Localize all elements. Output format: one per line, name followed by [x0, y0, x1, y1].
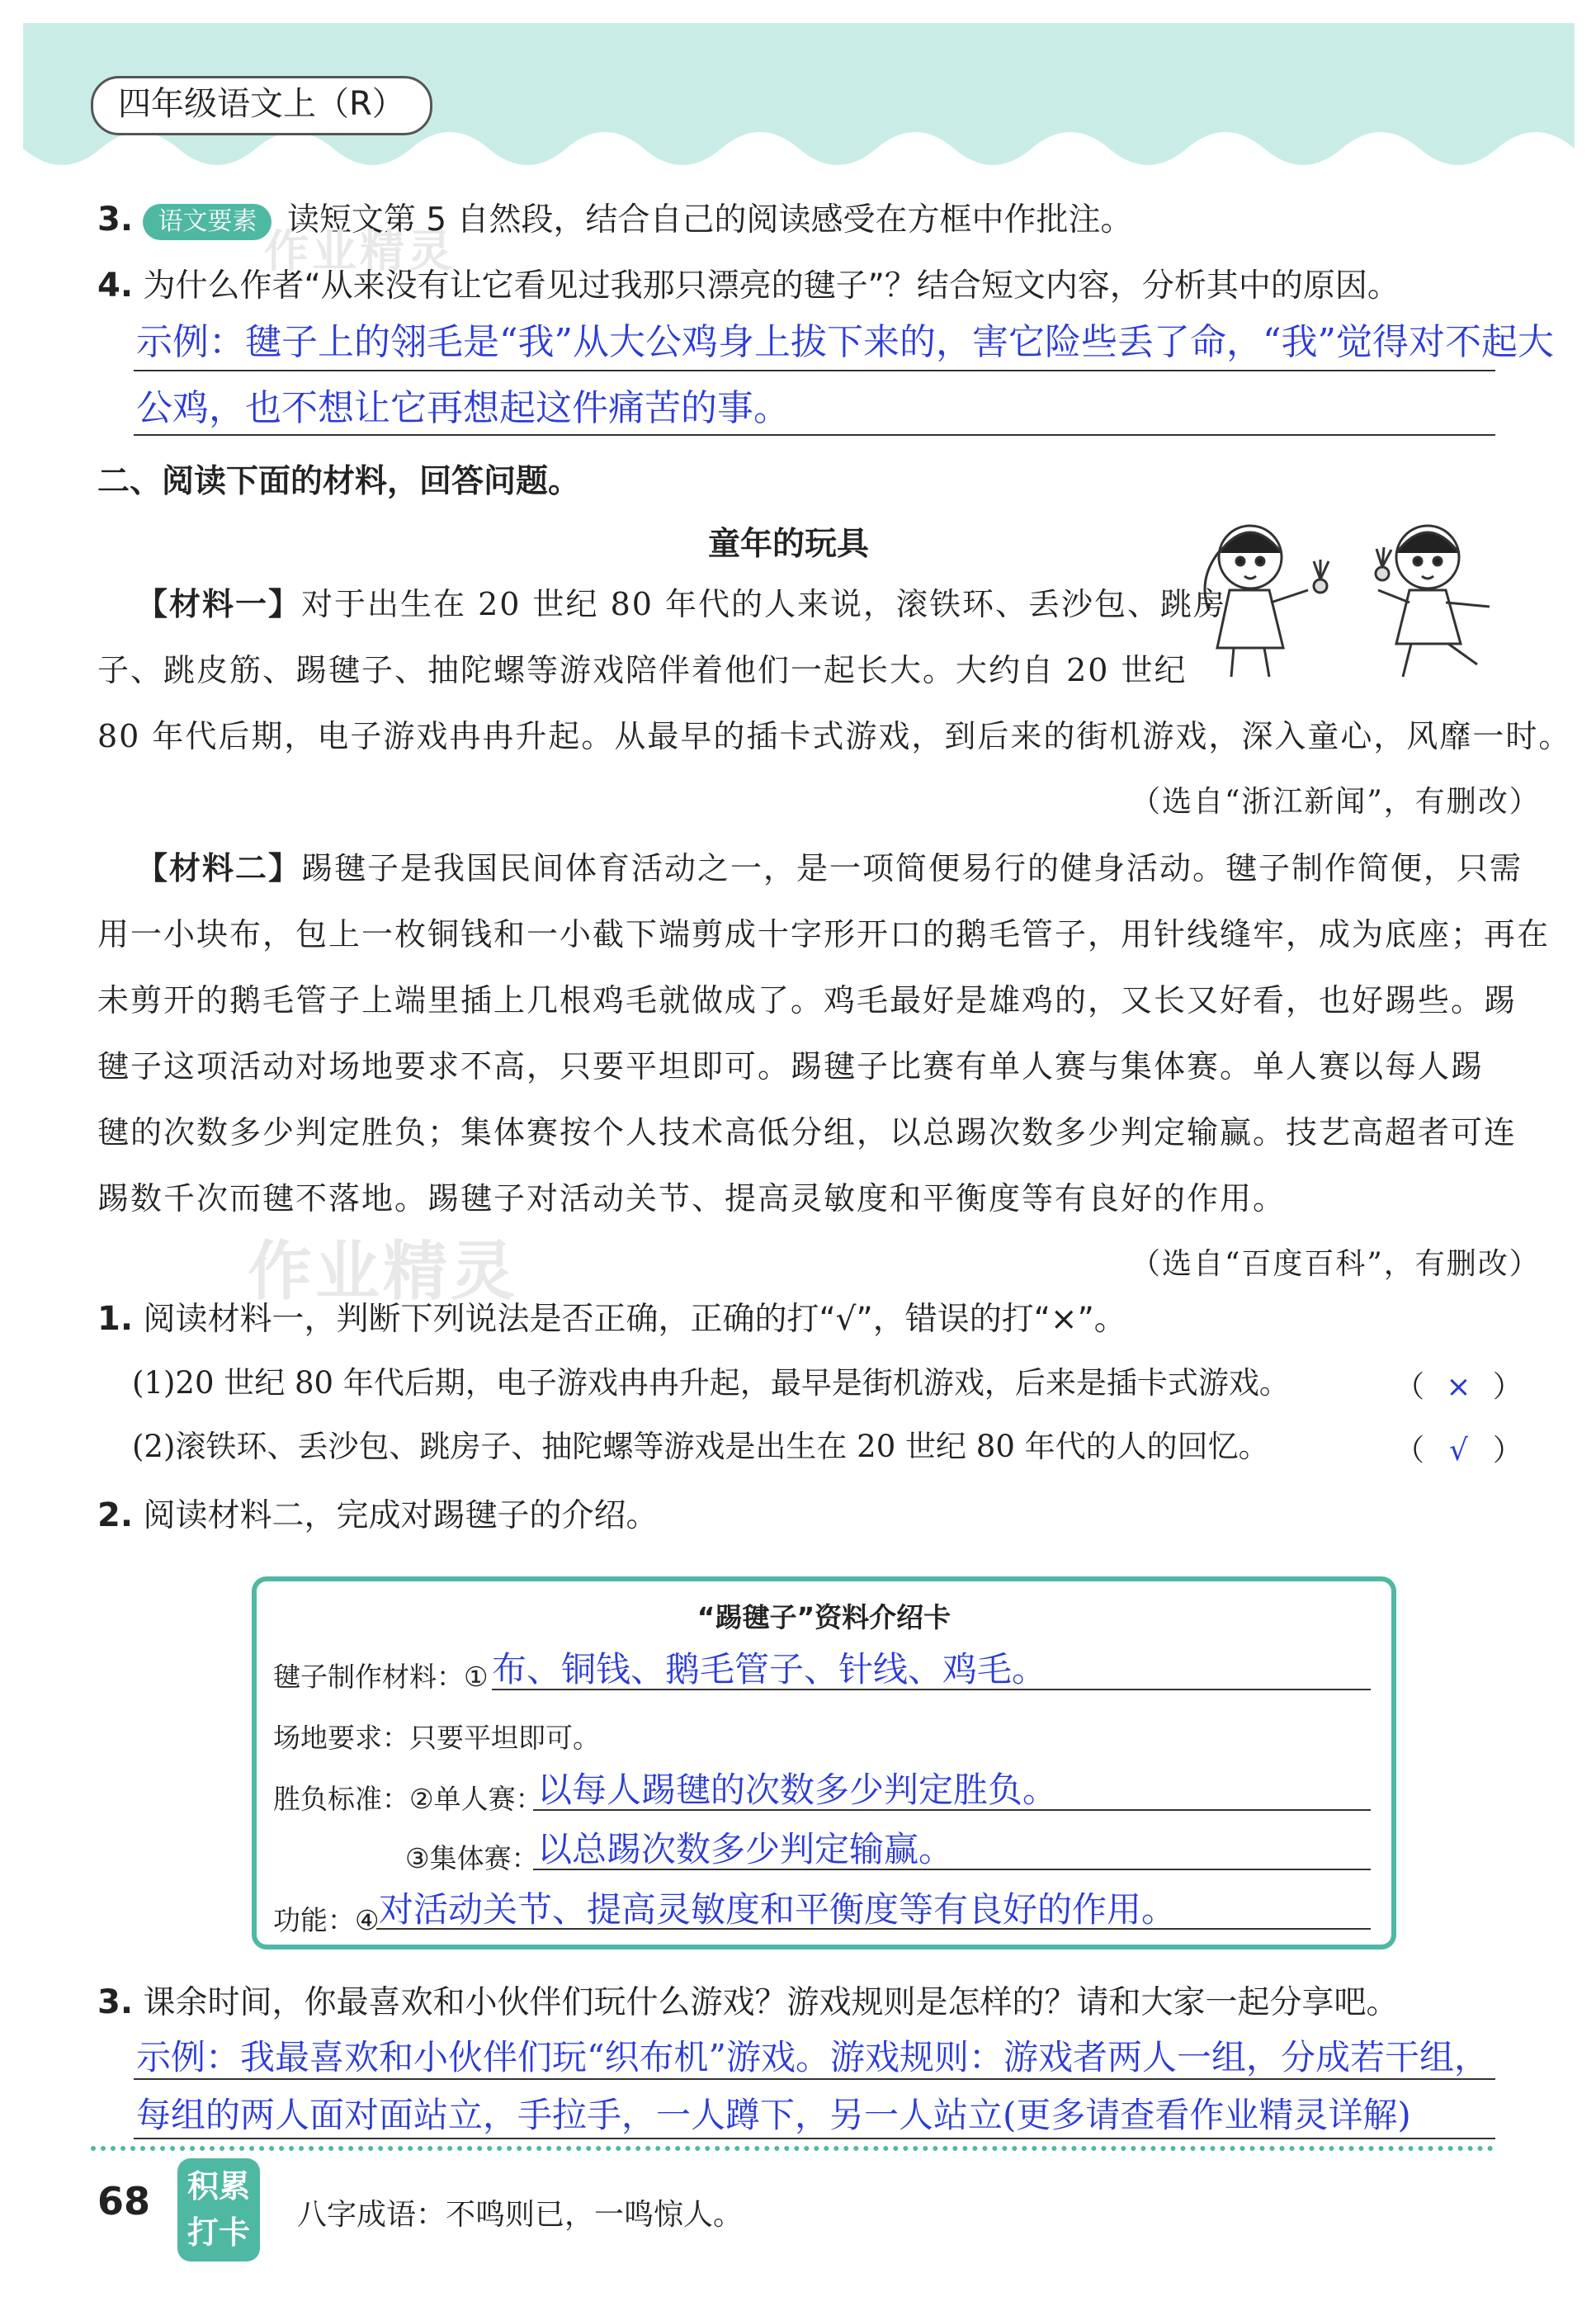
- function-answer: 对活动关节、提高灵敏度和平衡度等有良好的作用。: [379, 1889, 1177, 1930]
- paren-close: ）: [1492, 1434, 1523, 1467]
- question-text: 为什么作者“从来没有让它看见过我那只漂亮的毽子”？结合短文内容，分析其中的原因。: [143, 267, 1400, 305]
- rule-label: 胜负标准：②单人赛：: [273, 1783, 543, 1815]
- problem-1: [97, 1296, 1126, 1343]
- material-2-line: 用一小块布，包上一枚铜钱和一小截下端剪成十字形开口的鹅毛管子，用针线缝牢，成为底座；再在: [97, 916, 1551, 952]
- question-number: 1.: [97, 1300, 134, 1338]
- accumulate-badge: [177, 2158, 260, 2261]
- materials-label: 毽子制作材料：①: [273, 1661, 489, 1693]
- material-2-line: 毽的次数多少判定胜负；集体赛按个人技术高低分组，以总踢次数多少判定输赢。技艺高超者可连: [97, 1114, 1518, 1151]
- watermark: 作业精灵: [264, 225, 456, 277]
- underline: [134, 370, 1495, 371]
- material-label: 【材料一】: [136, 586, 302, 622]
- answer-line: 公鸡，也不想让它再想起这件痛苦的事。: [136, 387, 790, 429]
- answer-line: 示例：我最喜欢和小伙伴们玩“织布机”游戏。游戏规则：游戏者两人一组，分成若干组，: [136, 2037, 1489, 2077]
- grade-badge: 四年级语文上（R）: [91, 76, 432, 135]
- badge-line: 打卡: [187, 2214, 250, 2251]
- problem-3: [97, 1979, 1398, 2026]
- question-text: 读短文第 5 自然段，结合自己的阅读感受在方框中作批注。: [286, 201, 1133, 239]
- question-3: [97, 196, 1132, 243]
- card-title: “踢毽子”资料介绍卡: [696, 1601, 951, 1633]
- function-label: 功能：④: [273, 1904, 380, 1936]
- group-label: ③集体赛：: [405, 1842, 539, 1874]
- judge-answer-2: √: [1448, 1434, 1468, 1467]
- underline: [134, 434, 1495, 436]
- material-2-line: [136, 835, 1523, 901]
- materials-answer: 布、铜钱、鹅毛管子、针线、鸡毛。: [492, 1649, 1047, 1690]
- material-1-line: 子、跳皮筋、踢毽子、抽陀螺等游戏陪伴着他们一起长大。大约自 20 世纪: [97, 652, 1188, 688]
- paren-open: （: [1395, 1434, 1425, 1467]
- material-text: 踢毽子是我国民间体育活动之一，是一项简便易行的健身活动。毽子制作简便，只需: [301, 850, 1523, 886]
- material-label: 【材料二】: [136, 850, 302, 886]
- info-card: [252, 1576, 1396, 1949]
- underline: [376, 1928, 1371, 1930]
- question-text: 阅读材料一，判断下列说法是否正确，正确的打“√”，错误的打“×”。: [143, 1301, 1126, 1338]
- underline: [492, 1689, 1371, 1690]
- page-number: 68: [97, 2179, 151, 2224]
- answer-paren: [1395, 1427, 1523, 1469]
- badge-line: 积累: [187, 2168, 250, 2205]
- material-2-source: （选自“百度百科”，有删改）: [1131, 1247, 1541, 1281]
- venue-requirement: 场地要求：只要平坦即可。: [273, 1722, 600, 1754]
- question-4: [97, 262, 1400, 310]
- answer-line: 示例：毽子上的翎毛是“我”从大公鸡身上拔下来的，害它险些丢了命，“我”觉得对不起大: [136, 321, 1554, 363]
- group-answer: 以总踢次数多少判定输赢。: [537, 1829, 954, 1869]
- question-number: 2.: [97, 1496, 134, 1534]
- question-text: 阅读材料二，完成对踢毽子的介绍。: [143, 1497, 659, 1534]
- underline: [134, 2078, 1495, 2080]
- underline: [533, 1809, 1371, 1811]
- paren-open: （: [1395, 1370, 1425, 1404]
- idiom-text: 八字成语：不鸣则已，一鸣惊人。: [297, 2198, 744, 2232]
- judge-answer-1: ×: [1446, 1370, 1471, 1404]
- material-2-line: 踢数千次而毽不落地。踢毽子对活动关节、提高灵敏度和平衡度等有良好的作用。: [97, 1180, 1287, 1217]
- material-1-line: [136, 571, 1226, 637]
- answer-line: 每组的两人面对面站立，手拉手，一人蹲下，另一人站立(更多请查看作业精灵详解): [136, 2095, 1411, 2135]
- single-answer: 以每人踢毽的次数多少判定胜负。: [537, 1770, 1058, 1810]
- underline: [134, 2138, 1495, 2139]
- question-number: 4.: [97, 267, 134, 305]
- key-element-tag: 语文要素: [143, 204, 272, 240]
- material-2-line: 未剪开的鹅毛管子上端里插上几根鸡毛就做成了。鸡毛最好是雄鸡的，又长又好看，也好踢些。踢: [97, 982, 1518, 1018]
- judge-item-1: (1)20 世纪 80 年代后期，电子游戏冉冉升起，最早是街机游戏，后来是插卡式游戏。: [132, 1365, 1290, 1401]
- material-1-source: （选自“浙江新闻”，有删改）: [1131, 785, 1541, 819]
- question-number: 3.: [97, 1983, 134, 2021]
- material-text: 对于出生在 20 世纪 80 年代的人来说，滚铁环、丢沙包、跳房: [301, 586, 1227, 622]
- underline: [533, 1869, 1371, 1870]
- header-wave: [23, 132, 1575, 198]
- judge-item-2: (2)滚铁环、丢沙包、跳房子、抽陀螺等游戏是出生在 20 世纪 80 年代的人的回忆。: [132, 1429, 1269, 1464]
- paren-close: ）: [1492, 1370, 1523, 1404]
- question-text: 课余时间，你最喜欢和小伙伴们玩什么游戏？游戏规则是怎样的？请和大家一起分享吧。: [143, 1984, 1399, 2021]
- question-number: 3.: [97, 201, 134, 239]
- section-heading: 二、阅读下面的材料，回答问题。: [97, 463, 581, 500]
- answer-paren: [1395, 1363, 1523, 1406]
- material-2-line: 毽子这项活动对场地要求不高，只要平坦即可。踢毽子比赛有单人赛与集体赛。单人赛以每人踢: [97, 1048, 1485, 1085]
- material-1-line: 80 年代后期，电子游戏冉冉升起。从最早的插卡式游戏，到后来的街机游戏，深入童心，风靡一时。: [97, 718, 1572, 754]
- watermark: 作业精灵: [248, 1235, 519, 1309]
- problem-2: [97, 1492, 658, 1539]
- passage-title: 童年的玩具: [708, 526, 870, 563]
- footer-divider: [91, 2146, 1494, 2151]
